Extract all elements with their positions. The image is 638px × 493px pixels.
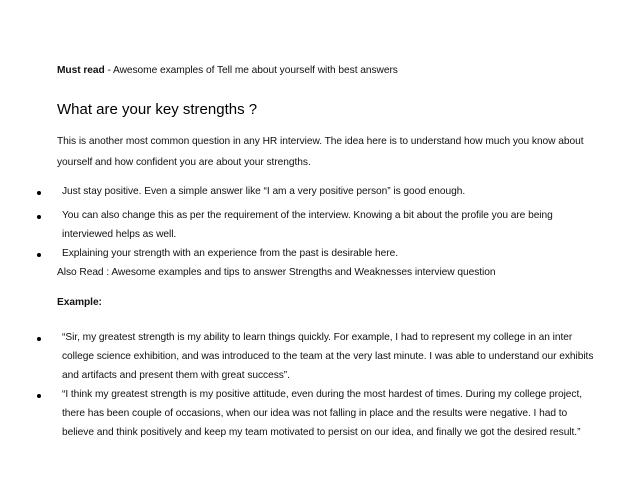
bullet-icon [37,191,41,195]
section-heading: What are your key strengths ? [57,101,258,118]
example-2-line-3: believe and think positively and keep my team motivated to persist on our idea, and finally we got the desired result.” [62,427,581,438]
example-2-line-2: there has been couple of occasions, when our idea was not falling in place and the results were negative. I had to [62,408,568,419]
bullet-icon [37,394,41,398]
tip-2-line-2: interviewed helps as well. [62,229,177,240]
example-1-line-2: college science exhibition, and was introduced to the team at the very last minute. I was able to understand our exhibits [62,351,594,362]
bullet-icon [37,215,41,219]
intro-line-2: yourself and how confident you are about your strengths. [57,157,311,168]
example-1-line-3: and artifacts and present them with great success”. [62,370,290,381]
must-read-line [57,64,398,77]
tip-2-line-1: You can also change this as per the requirement of the interview. Knowing a bit about the profile you are being [62,210,553,221]
bullet-icon [37,253,41,257]
example-label: Example: [57,297,102,308]
must-read-label: Must read [57,65,105,76]
example-1-line-1: “Sir, my greatest strength is my ability to learn things quickly. For example, I had to represent my college in an inter [62,332,573,343]
tip-1-line-1: Just stay positive. Even a simple answer like “I am a very positive person” is good enough. [62,186,466,197]
intro-line-1: This is another most common question in any HR interview. The idea here is to understand how much you know about [57,136,584,147]
also-read-line: Also Read : Awesome examples and tips to answer Strengths and Weaknesses interview question [57,267,496,278]
bullet-icon [37,337,41,341]
must-read-text: - Awesome examples of Tell me about yourself with best answers [104,65,398,76]
tip-3-line-1: Explaining your strength with an experience from the past is desirable here. [62,248,398,259]
example-2-line-1: “I think my greatest strength is my positive attitude, even during the most hardest of times. During my college project, [62,389,583,400]
